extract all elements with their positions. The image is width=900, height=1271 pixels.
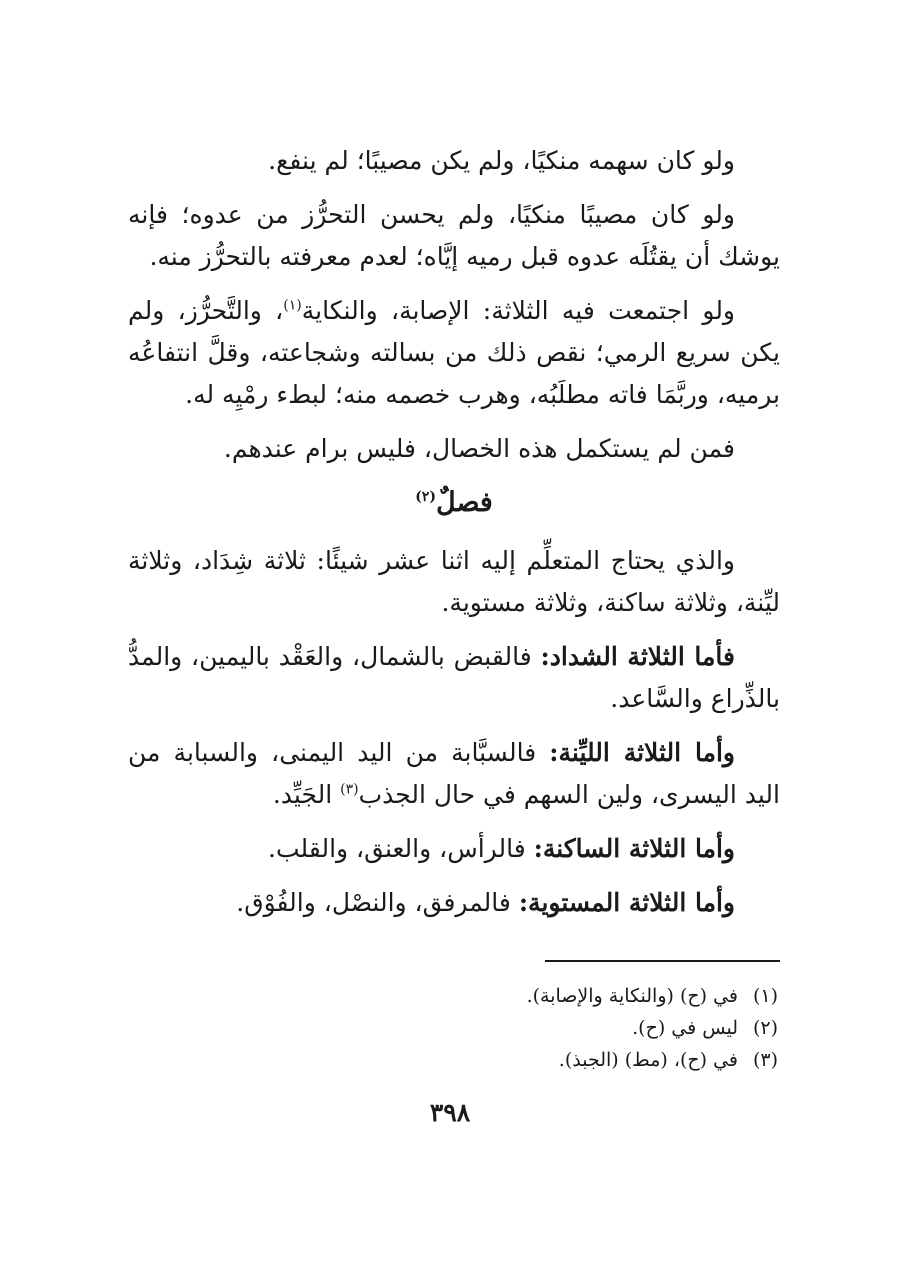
footnote-ref-1[interactable]: (١) — [283, 297, 302, 314]
footnote-2 — [128, 1012, 778, 1044]
footnote-separator — [545, 960, 780, 962]
paragraph-text: ولو كان سهمه منكيًا، ولم يكن مصيبًا؛ لم ينفع. — [268, 146, 735, 175]
paragraph-lead: وأما الثلاثة المستوية: — [518, 888, 735, 917]
paragraph-text: والذي يحتاج المتعلِّم إليه اثنا عشر شيئًا: ثلاثة شِدَاد، وثلاثة ليِّنة، وثلاثة ساكنة، وثلاثة مستوية. — [128, 546, 780, 617]
paragraph-text: فالسبَّابة من اليد اليمنى، والسبابة من اليد اليسرى، ولين السهم في حال الجذب — [128, 738, 780, 809]
footnote-number: (٢) — [752, 1017, 778, 1039]
footnote-text: في (ح) (والنكاية والإصابة). — [526, 985, 738, 1007]
footnote-ref-3[interactable]: (٣) — [340, 781, 359, 798]
paragraph-lead: وأما الثلاثة الليِّنة: — [549, 738, 735, 767]
paragraph-text: فمن لم يستكمل هذه الخصال، فليس برام عندهم. — [223, 434, 735, 463]
page-number: ٣٩٨ — [429, 1098, 471, 1127]
paragraph-text: ولو اجتمعت فيه الثلاثة: الإصابة، والنكاية — [301, 296, 736, 325]
paragraph-4 — [128, 428, 780, 470]
paragraph-text: فالقبض بالشمال، والعَقْد باليمين، والمدُّ بالذِّراع والسَّاعد. — [128, 642, 780, 713]
paragraph-6 — [128, 636, 780, 720]
footnote-ref-2[interactable]: (٢) — [415, 489, 436, 505]
footnote-number: (٣) — [752, 1049, 778, 1071]
footnote-number: (١) — [752, 985, 778, 1007]
paragraph-text: الجَيِّد. — [272, 780, 341, 809]
footnote-text: ليس في (ح). — [632, 1017, 738, 1039]
paragraph-text: فالمرفق، والنصْل، والفُوْق. — [236, 888, 519, 917]
paragraph-9 — [128, 882, 780, 924]
paragraph-text: فالرأس، والعنق، والقلب. — [268, 834, 534, 863]
footnote-1 — [128, 980, 778, 1012]
paragraph-8 — [128, 828, 780, 870]
paragraph-lead: فأما الثلاثة الشداد: — [540, 642, 735, 671]
paragraph-5 — [128, 540, 780, 624]
footnote-text: في (ح)، (مط) (الجبذ). — [558, 1049, 738, 1071]
paragraph-2 — [128, 194, 780, 278]
paragraph-3 — [128, 290, 780, 416]
paragraph-1 — [128, 140, 780, 182]
section-heading — [128, 482, 780, 524]
main-text — [128, 140, 780, 936]
paragraph-text: ولو كان مصيبًا منكيًا، ولم يحسن التحرُّز من عدوه؛ فإنه يوشك أن يقتُلَه عدوه قبل رميه إيَّاه؛ لعدم معرفته بالتحرُّز منه. — [128, 200, 780, 271]
paragraph-text: ، والتَّحرُّز، ولم يكن سريع الرمي؛ نقص ذلك من بسالته وشجاعته، وقلَّ انتفاعُه برميه، وربَّمَا فاته مطلَبُه، وهرب خصمه منه؛ لبطء رمْيِه له. — [128, 296, 780, 409]
footnote-3 — [128, 1044, 778, 1076]
paragraph-lead: وأما الثلاثة الساكنة: — [533, 834, 735, 863]
paragraph-7 — [128, 732, 780, 816]
footnotes — [128, 980, 778, 1076]
heading-text: فصلٌ — [436, 487, 493, 518]
